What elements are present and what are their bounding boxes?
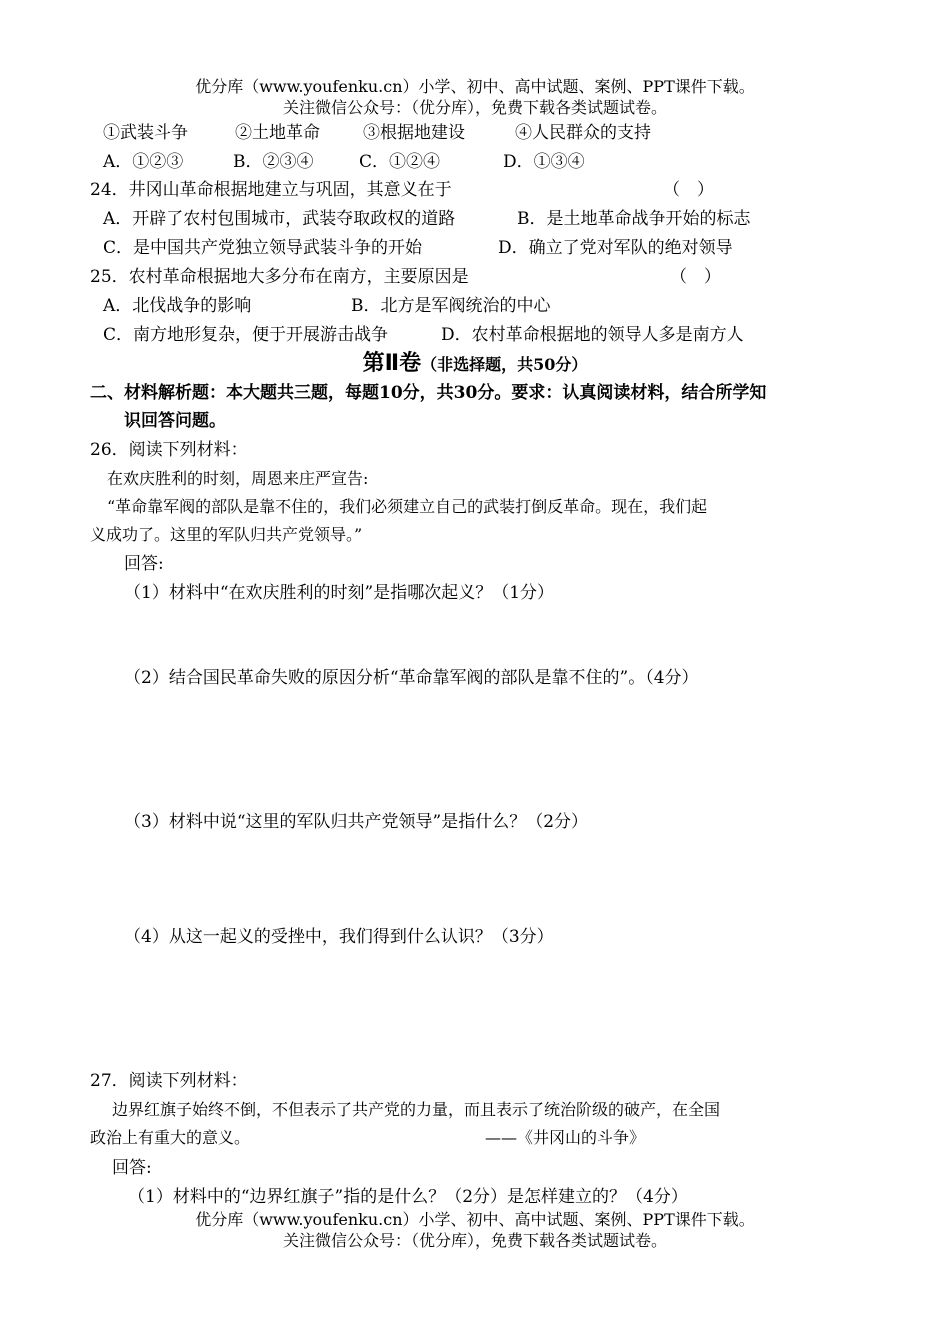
q25-option-a: A．北伐战争的影响 — [103, 296, 252, 316]
q26-subquestion-4: （4）从这一起义的受挫中，我们得到什么认识？（3分） — [124, 927, 554, 947]
q26-subquestion-3: （3）材料中说“这里的军队归共产党领导”是指什么？（2分） — [124, 812, 589, 832]
q25-stem: 25．农村革命根据地大多分布在南方，主要原因是 — [90, 267, 469, 287]
q23-items — [103, 122, 651, 144]
q24-option-b: B．是土地革命战争开始的标志 — [517, 209, 751, 229]
q26-stem: 26．阅读下列材料： — [90, 440, 248, 460]
q27-subquestion-1: （1）材料中的“边界红旗子”指的是什么？（2分）是怎样建立的？（4分） — [128, 1187, 688, 1207]
q23-option-d: D．①③④ — [503, 152, 585, 172]
q26-material-line-1: 在欢庆胜利的时刻，周恩来庄严宣告: — [107, 469, 369, 488]
header-line-2: 关注微信公众号：（优分库），免费下载各类试题试卷。 — [282, 98, 667, 117]
q23-item-3: ③根据地建设 — [363, 123, 465, 143]
q27-stem: 27．阅读下列材料： — [90, 1071, 248, 1091]
footer-line-2: 关注微信公众号：（优分库），免费下载各类试题试卷。 — [282, 1231, 667, 1250]
q23-option-a: A．①②③ — [103, 152, 184, 172]
q27-material-line-2: 政治上有重大的意义。 — [90, 1128, 251, 1147]
section-2-instruction-line-1: 二、材料解析题：本大题共三题，每题10分，共30分。要求：认真阅读材料，结合所学知 — [90, 383, 767, 403]
footer-line-1: 优分库（www.youfenku.cn）小学、初中、高中试题、案例、PPT课件下载。 — [195, 1210, 755, 1229]
section-2-title: 第Ⅱ卷 — [362, 351, 422, 376]
q24-option-a: A．开辟了农村包围城市，武装夺取政权的道路 — [103, 209, 456, 229]
q27-material-source: ——《井冈山的斗争》 — [485, 1128, 646, 1147]
q25-option-d: D．农村革命根据地的领导人多是南方人 — [441, 325, 744, 345]
q23-item-1: ①武装斗争 — [103, 123, 188, 143]
q26-material-line-3: 义成功了。这里的军队归共产党领导。” — [90, 525, 363, 544]
q24-option-d: D．确立了党对军队的绝对领导 — [498, 238, 733, 258]
q24-stem: 24．井冈山革命根据地建立与巩固，其意义在于 — [90, 180, 452, 200]
q24-answer-paren: （ ） — [663, 180, 714, 200]
section-2-instruction-line-2: 识回答问题。 — [124, 411, 226, 431]
q27-material-line-1: 边界红旗子始终不倒，不但表示了共产党的力量，而且表示了统治阶级的破产，在全国 — [112, 1100, 721, 1119]
q24-option-c: C．是中国共产党独立领导武装斗争的开始 — [103, 238, 423, 258]
q26-subquestion-1: （1）材料中“在欢庆胜利的时刻”是指哪次起义？（1分） — [124, 583, 555, 603]
q23-item-4: ④人民群众的支持 — [515, 123, 651, 143]
q23-option-b: B．②③④ — [233, 152, 314, 172]
header-line-1: 优分库（www.youfenku.cn）小学、初中、高中试题、案例、PPT课件下载。 — [195, 77, 755, 96]
q25-option-b: B．北方是军阀统治的中心 — [351, 296, 551, 316]
q25-option-c: C．南方地形复杂，便于开展游击战争 — [103, 325, 389, 345]
q27-answer-label: 回答: — [112, 1158, 152, 1178]
q25-answer-paren: （ ） — [670, 267, 721, 287]
q23-option-c: C．①②④ — [359, 152, 441, 172]
q23-options — [103, 151, 585, 173]
section-2-subtitle: （非选择题，共50分） — [421, 355, 588, 374]
q26-answer-label: 回答: — [124, 554, 164, 574]
q26-subquestion-2: （2）结合国民革命失败的原因分析“革命靠军阀的部队是靠不住的”。（4分） — [124, 668, 699, 688]
q23-item-2: ②土地革命 — [235, 123, 320, 143]
q26-material-line-2: “革命靠军阀的部队是靠不住的，我们必须建立自己的武装打倒反革命。现在，我们起 — [107, 497, 708, 516]
section-2-heading — [0, 350, 950, 379]
